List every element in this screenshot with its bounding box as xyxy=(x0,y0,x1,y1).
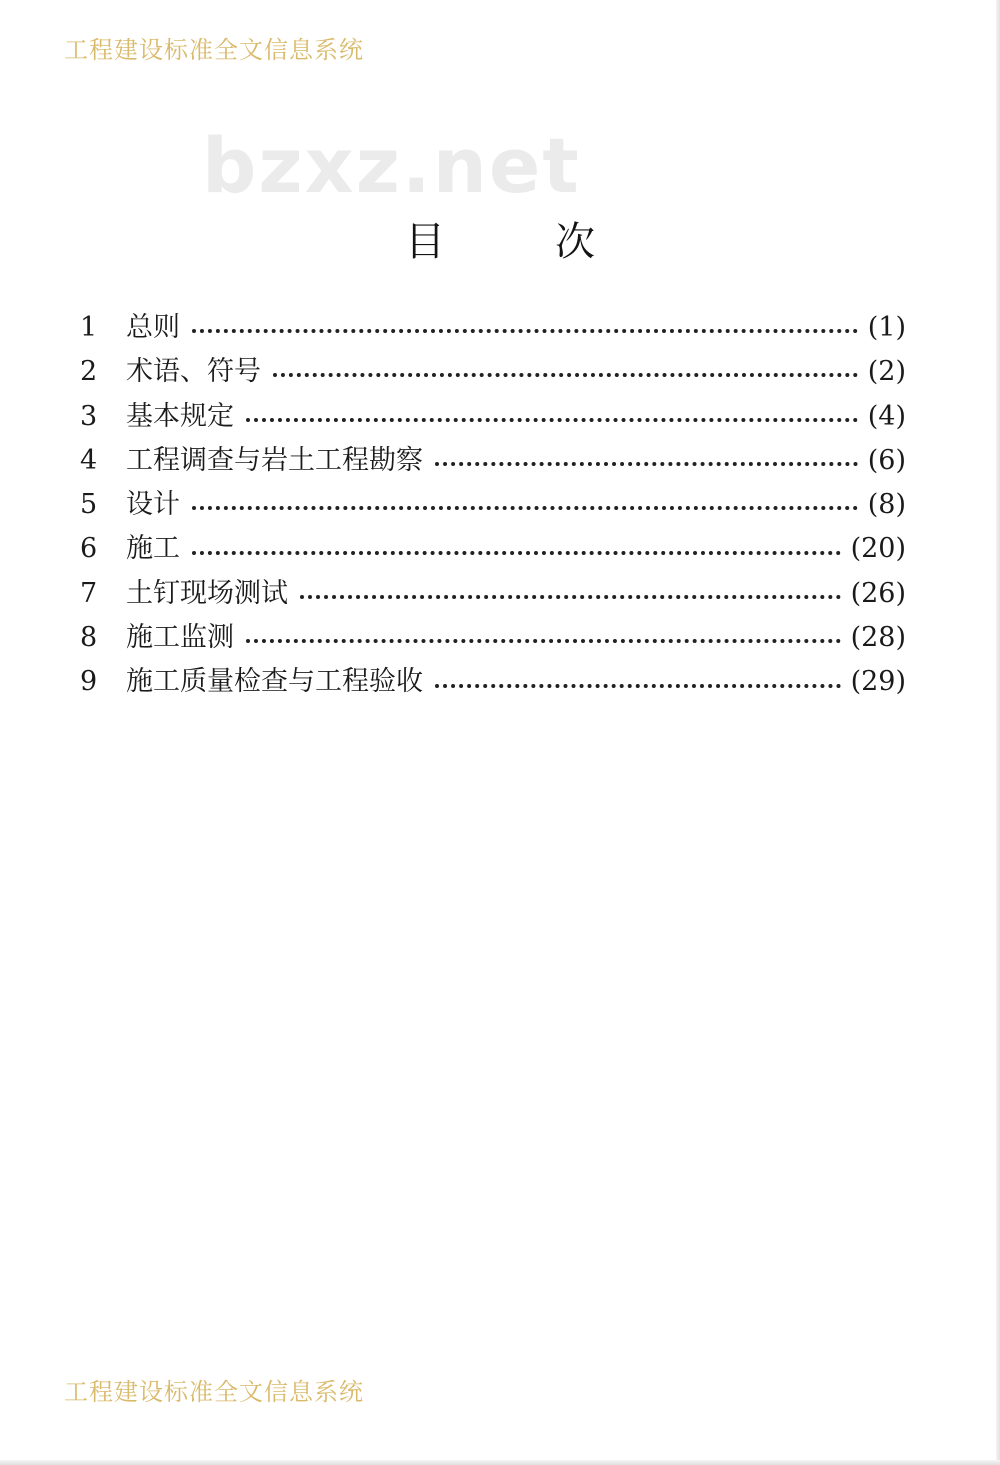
toc-entry-page: (20) xyxy=(850,533,906,565)
toc-entry-label: 施工质量检查与工程验收 xyxy=(126,666,423,698)
toc-entry-1[interactable] xyxy=(80,306,906,350)
page-edge-bottom xyxy=(0,1460,1000,1465)
toc-entry-number: 7 xyxy=(80,577,98,609)
toc-entry-page: (28) xyxy=(850,622,906,654)
toc-entry-number: 3 xyxy=(80,400,98,432)
toc-entry-4[interactable] xyxy=(80,439,906,483)
toc-entry-number: 6 xyxy=(80,533,98,565)
toc-entry-number: 4 xyxy=(80,444,98,476)
toc-dot-leader xyxy=(246,637,841,643)
toc-list xyxy=(80,306,906,705)
watermark: bzxz.net xyxy=(202,121,581,210)
toc-entry-7[interactable] xyxy=(80,572,906,616)
toc-dot-leader xyxy=(192,327,858,333)
toc-entry-8[interactable] xyxy=(80,616,906,660)
toc-dot-leader xyxy=(192,549,841,555)
toc-dot-leader xyxy=(192,504,858,510)
toc-dot-leader xyxy=(435,460,858,466)
toc-entry-label: 设计 xyxy=(126,489,180,521)
toc-entry-page: (4) xyxy=(867,400,906,432)
footer-stamp: 工程建设标准全文信息系统 xyxy=(64,1378,364,1406)
toc-entry-9[interactable] xyxy=(80,660,906,704)
toc-title xyxy=(0,210,1000,267)
toc-dot-leader xyxy=(273,371,858,377)
toc-entry-label: 施工 xyxy=(126,533,180,565)
toc-title-right: 次 xyxy=(555,219,595,265)
toc-entry-page: (2) xyxy=(867,356,906,388)
toc-entry-label: 施工监测 xyxy=(126,622,234,654)
toc-entry-number: 9 xyxy=(80,666,98,698)
toc-entry-page: (8) xyxy=(867,489,906,521)
toc-entry-number: 1 xyxy=(80,312,98,343)
toc-entry-number: 2 xyxy=(80,356,98,388)
header-stamp: 工程建设标准全文信息系统 xyxy=(64,36,364,64)
toc-entry-3[interactable] xyxy=(80,395,906,439)
toc-entry-2[interactable] xyxy=(80,350,906,394)
toc-entry-label: 土钉现场测试 xyxy=(126,577,288,609)
toc-entry-number: 5 xyxy=(80,489,98,521)
toc-entry-label: 总则 xyxy=(126,312,180,343)
toc-title-left: 目 xyxy=(405,219,445,265)
toc-entry-page: (26) xyxy=(850,577,906,609)
toc-dot-leader xyxy=(300,593,841,599)
toc-entry-number: 8 xyxy=(80,622,98,654)
toc-entry-6[interactable] xyxy=(80,527,906,571)
toc-entry-label: 工程调查与岩土工程勘察 xyxy=(126,444,423,476)
toc-entry-label: 基本规定 xyxy=(126,400,234,432)
toc-entry-label: 术语、符号 xyxy=(126,356,261,388)
toc-entry-page: (1) xyxy=(867,312,906,343)
toc-entry-5[interactable] xyxy=(80,483,906,527)
toc-entry-page: (6) xyxy=(867,444,906,476)
toc-dot-leader xyxy=(246,416,858,422)
toc-entry-page: (29) xyxy=(850,666,906,698)
toc-dot-leader xyxy=(435,682,841,688)
